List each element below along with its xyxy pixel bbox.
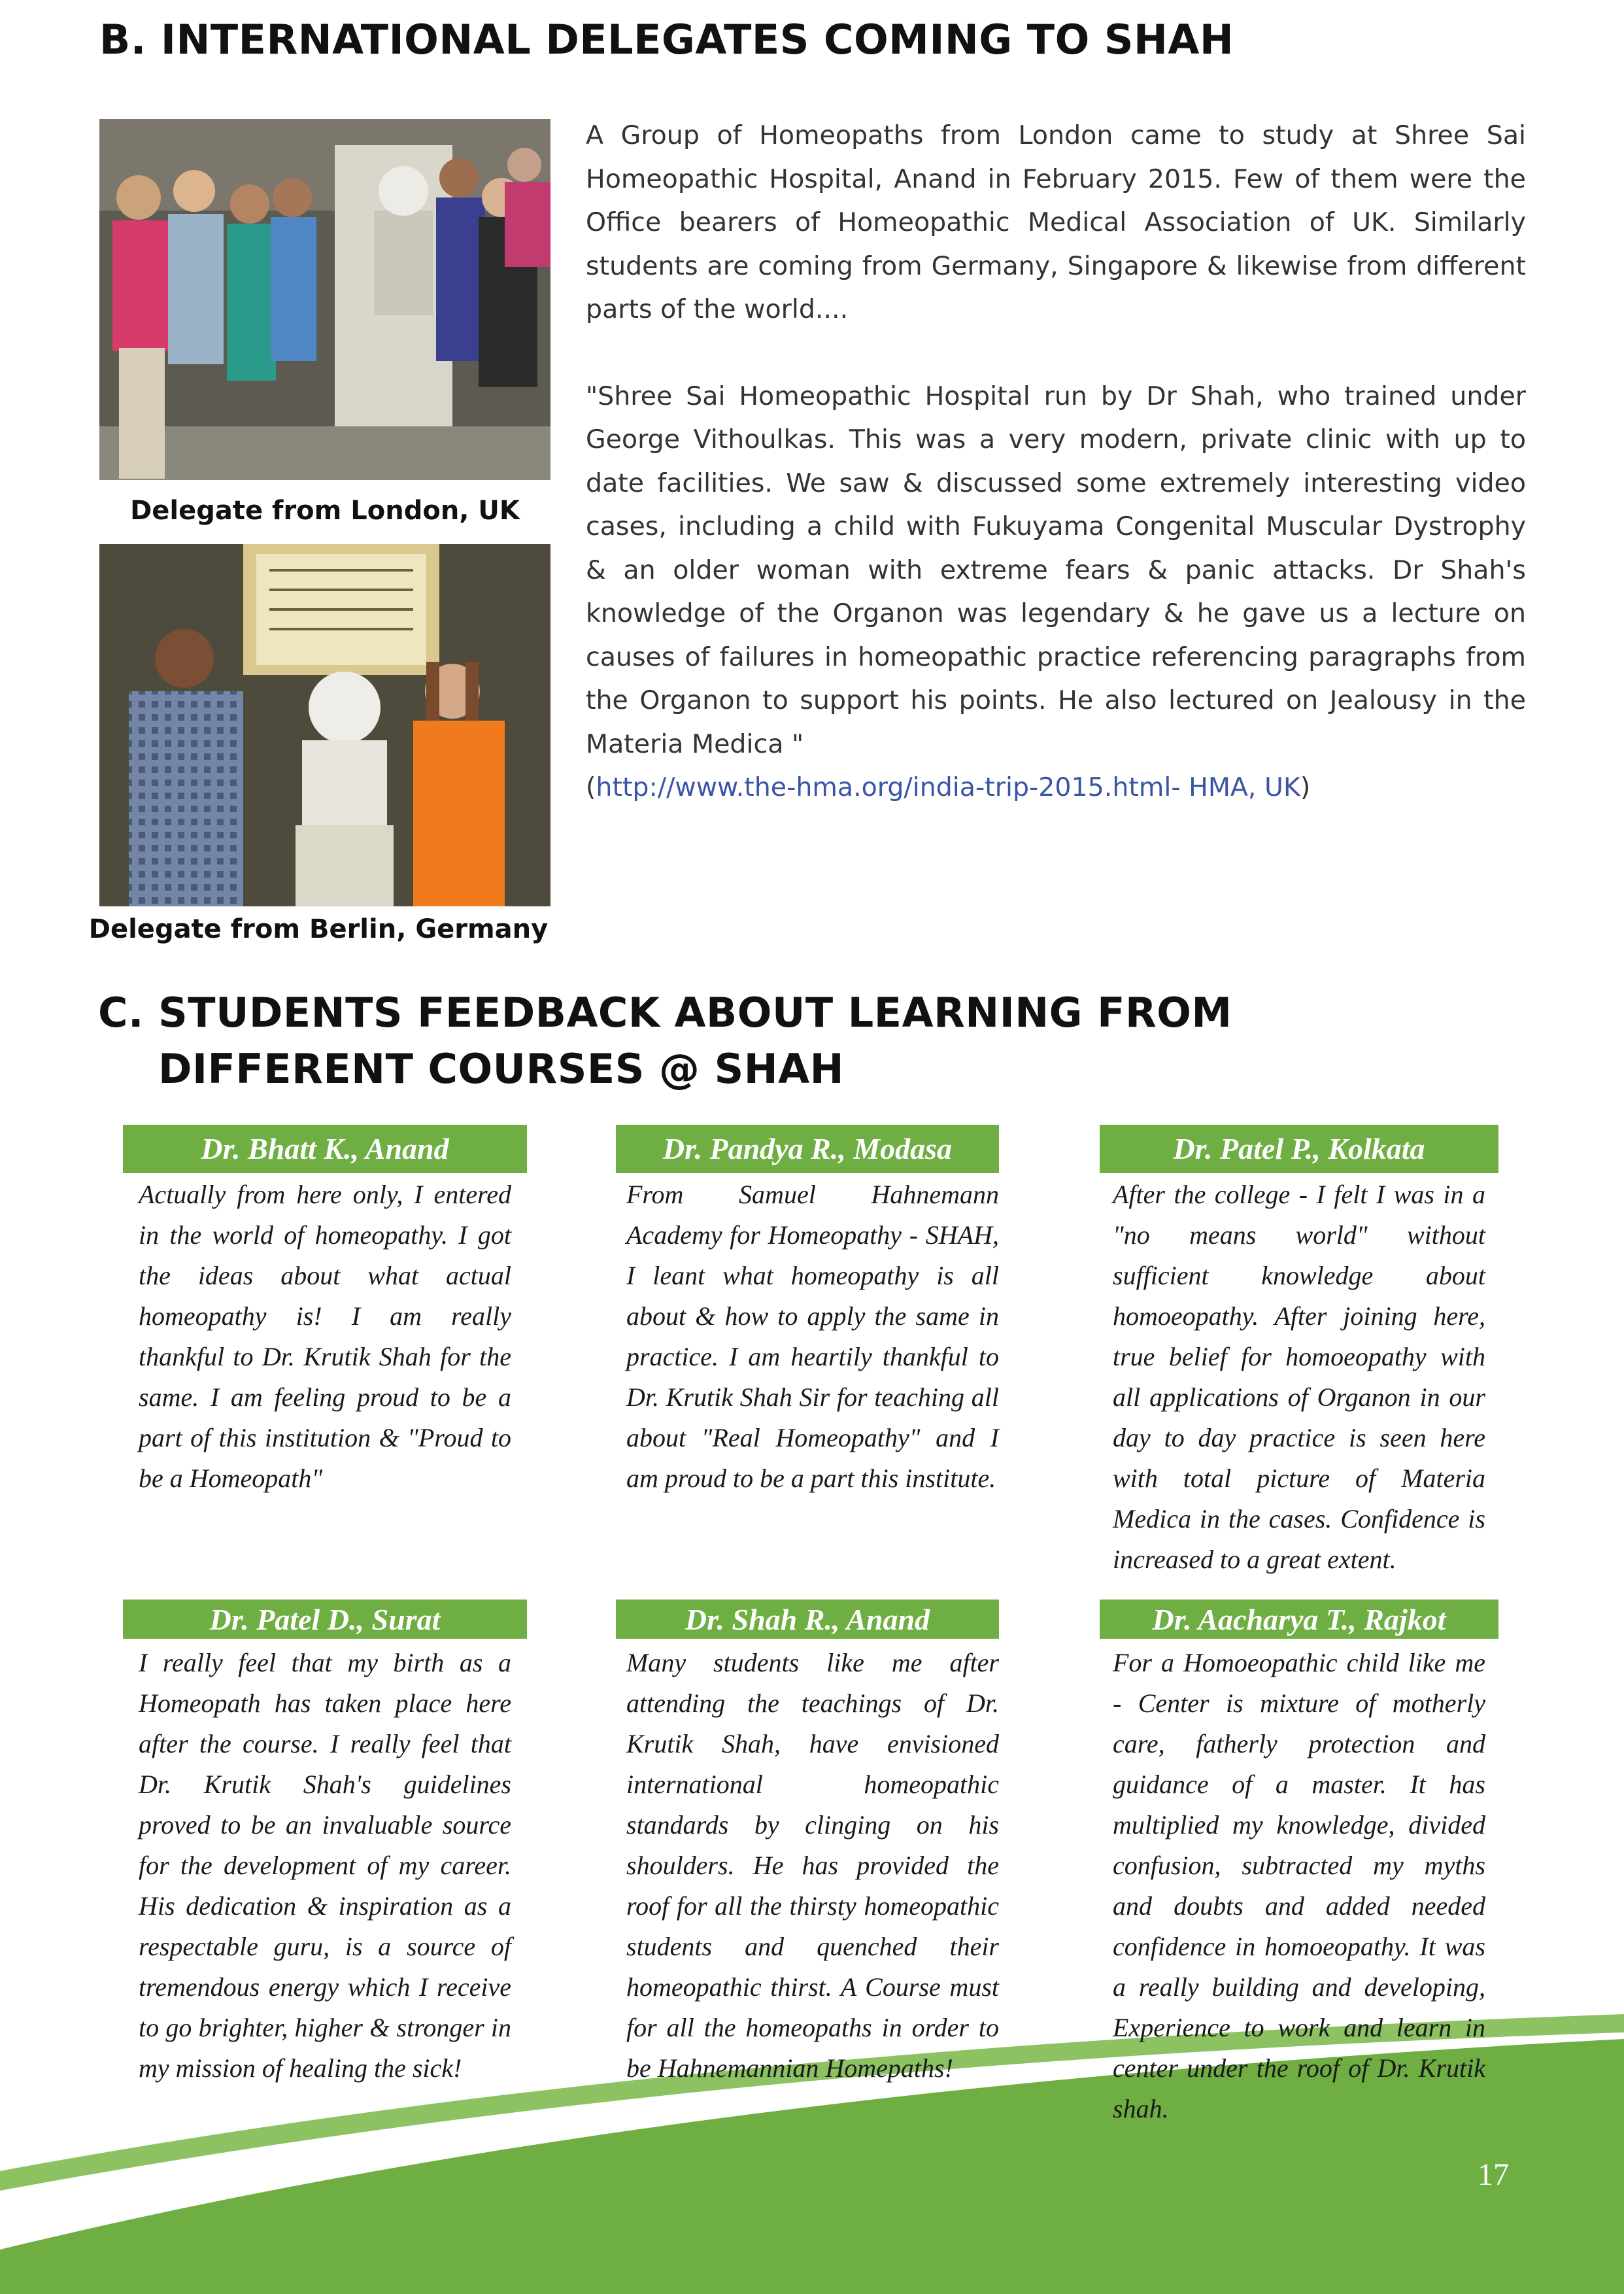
feedback-text-patel-p: After the college - I felt I was in a "no means world" without sufficient knowledge about homoeopathy. After joining here, true belief for homoeopathy with all applications of Organon in our day to day practice is seen here with total picture of Materia Medica in the cases. Confidence is increased to a great extent. — [1113, 1180, 1485, 1574]
feedback-name-patel-d: Dr. Patel D., Surat — [123, 1600, 527, 1639]
feedback-text-bhatt: Actually from here only, I entered in the world of homeopathy. I got the ideas about what actual homeopathy is! I am really thankful to Dr. Krutik Shah for the same. I am feeling proud to be a part of this institution & "Proud to be a Homeopath" — [139, 1180, 511, 1493]
source-open-paren: ( — [586, 772, 596, 802]
feedback-text-shah: Many students like me after attending the teachings of Dr. Krutik Shah, have envisioned international homeopathic standards by clinging on his shoulders. He has provided the roof for all the thirsty homeopathic students and quenched their homeopathic thirst. A Course must for all the homeopaths in order to be Hahnemannian Homepaths! — [626, 1648, 999, 2083]
feedback-name-bhatt: Dr. Bhatt K., Anand — [123, 1125, 527, 1173]
source-line — [586, 766, 1526, 810]
photo2-caption: Delegate from Berlin, Germany — [88, 914, 549, 944]
london-delegates-photo — [99, 119, 550, 480]
section-c-heading-line2: DIFFERENT COURSES @ SHAH — [158, 1045, 844, 1093]
feedback-name-patel-p: Dr. Patel P., Kolkata — [1100, 1125, 1498, 1173]
berlin-delegate-photo — [99, 544, 550, 906]
feedback-text-aacharya: For a Homoeopathic child like me - Center is mixture of motherly care, fatherly protection and guidance of a master. It has multiplied my knowledge, divided confusion, subtracted my myths and doubts and added needed confidence in homoeopathy. It was a really building and developing, Experience to work and learn in center under the roof of Dr. Krutik shah. — [1113, 1648, 1485, 2123]
hma-quote: "Shree Sai Homeopathic Hospital run by Dr Shah, who trained under George Vithoulkas. This was a very modern, private clinic with up to date facilities. We saw & discussed some extremely interesting video cases, including a child with Fukuyama Congenital Muscular Dystrophy & an older woman with extreme fears & panic attacks. Dr Shah's knowledge of the Organon was legendary & he gave us a lecture on causes of failures in homeopathic practice referencing paragraphs from the Organon to support his points. He also lectured on Jealousy in the Materia Medica " — [586, 381, 1526, 759]
feedback-text-pandya: From Samuel Hahnemann Academy for Homeopathy - SHAH, I leant what homeopathy is all about & how to apply the same in practice. I am heartily thankful to Dr. Krutik Shah Sir for teaching all about "Real Homeopathy" and I am proud to be a part this institute. — [626, 1180, 999, 1493]
feedback-text-patel-d: I really feel that my birth as a Homeopath has taken place here after the course. I really feel that Dr. Krutik Shah's guidelines proved to be an invaluable source for the development of my career. His dedication & inspiration as a respectable guru, is a source of tremendous energy which I receive to go brighter, higher & stronger in my mission of healing the sick! — [139, 1648, 511, 2083]
intro-paragraph: A Group of Homeopaths from London came to study at Shree Sai Homeopathic Hospital, Anand in February 2015. Few of them were the Office bearers of Homeopathic Medical Association of UK. Similarly students are coming from Germany, Singapore & likewise from different parts of the world.... — [586, 120, 1526, 324]
hma-source-link[interactable]: http://www.the-hma.org/india-trip-2015.html- HMA, UK — [596, 772, 1300, 802]
source-close-paren: ) — [1300, 772, 1311, 802]
section-b-text — [586, 114, 1526, 810]
section-b-heading: B. INTERNATIONAL DELEGATES COMING TO SHAH — [99, 16, 1234, 63]
feedback-name-pandya: Dr. Pandya R., Modasa — [616, 1125, 999, 1173]
feedback-name-aacharya: Dr. Aacharya T., Rajkot — [1100, 1600, 1498, 1639]
photo1-caption: Delegate from London, UK — [130, 496, 520, 526]
feedback-name-shah: Dr. Shah R., Anand — [616, 1600, 999, 1639]
page-number: 17 — [1478, 2157, 1509, 2192]
section-c-heading-line1: C. STUDENTS FEEDBACK ABOUT LEARNING FROM — [98, 989, 1232, 1036]
